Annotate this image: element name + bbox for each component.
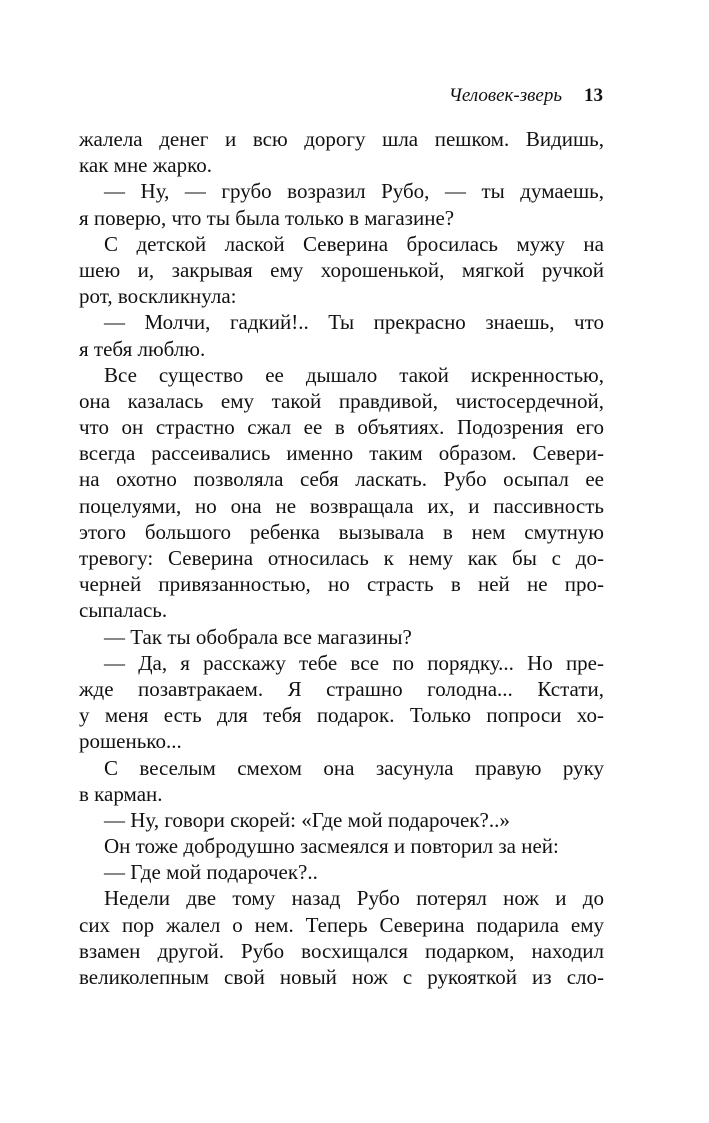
text-line: рот, воскликнула: bbox=[79, 284, 237, 309]
text-line: сих пор жалел о нем. Теперь Северина подарила ему bbox=[79, 912, 604, 937]
text-line: что он страстно сжал ее в объятиях. Подозрения его bbox=[79, 415, 604, 440]
text-line: рошенько... bbox=[79, 729, 182, 754]
page-number: 13 bbox=[584, 85, 603, 106]
text-line: — Молчи, гадкий!.. Ты прекрасно знаешь, что bbox=[104, 310, 604, 335]
text-line: я поверю, что ты была только в магазине? bbox=[79, 205, 455, 230]
text-line: Он тоже добродушно засмеялся и повторил за ней: bbox=[104, 834, 559, 859]
text-line: С детской лаской Северина бросилась мужу на bbox=[104, 231, 604, 256]
text-line: взамен другой. Рубо восхищался подарком, находил bbox=[79, 938, 604, 963]
text-line: великолепным свой новый нож с рукояткой из сло- bbox=[79, 965, 604, 989]
text-line: жде позавтракаем. Я страшно голодна... Кстати, bbox=[79, 676, 604, 701]
body-text bbox=[79, 126, 604, 990]
text-line: поцелуями, но она не возвращала их, и пассивность bbox=[79, 493, 604, 518]
text-line: — Ну, говори скорей: «Где мой подарочек?..» bbox=[104, 807, 510, 832]
running-head bbox=[449, 84, 603, 108]
text-line: — Ну, — грубо возразил Рубо, — ты думаешь, bbox=[104, 179, 604, 204]
text-line: — Где мой подарочек?.. bbox=[104, 860, 318, 885]
text-line: она казалась ему такой правдивой, чистосердечной, bbox=[79, 388, 604, 413]
running-head-title: Человек-зверь bbox=[448, 85, 562, 106]
text-line: жалела денег и всю дорогу шла пешком. Видишь, bbox=[79, 127, 604, 151]
text-line: у меня есть для тебя подарок. Только попроси хо- bbox=[79, 703, 604, 728]
text-line: как мне жарко. bbox=[79, 153, 212, 178]
text-line: Все существо ее дышало такой искренностью, bbox=[104, 362, 604, 387]
text-line: этого большого ребенка вызывала в нем смутную bbox=[79, 519, 604, 544]
text-line: тревогу: Северина относилась к нему как бы с до- bbox=[79, 546, 604, 570]
text-line: — Да, я расскажу тебе все по порядку... Но пре- bbox=[104, 650, 604, 675]
text-line: черней привязанностью, но страсть в ней не про- bbox=[79, 572, 604, 597]
text-line: шею и, закрывая ему хорошенькой, мягкой ручкой bbox=[79, 257, 604, 282]
text-line: сыпалась. bbox=[79, 598, 168, 623]
text-line: С веселым смехом она засунула правую руку bbox=[104, 755, 604, 780]
text-line: всегда рассеивались именно таким образом. Севери- bbox=[79, 441, 604, 466]
text-line: на охотно позволяла себя ласкать. Рубо осыпал ее bbox=[79, 467, 604, 492]
text-line: в карман. bbox=[79, 781, 163, 806]
text-line: я тебя люблю. bbox=[79, 336, 206, 361]
text-line: — Так ты обобрала все магазины? bbox=[104, 624, 412, 649]
text-line: Недели две тому назад Рубо потерял нож и до bbox=[104, 886, 604, 911]
